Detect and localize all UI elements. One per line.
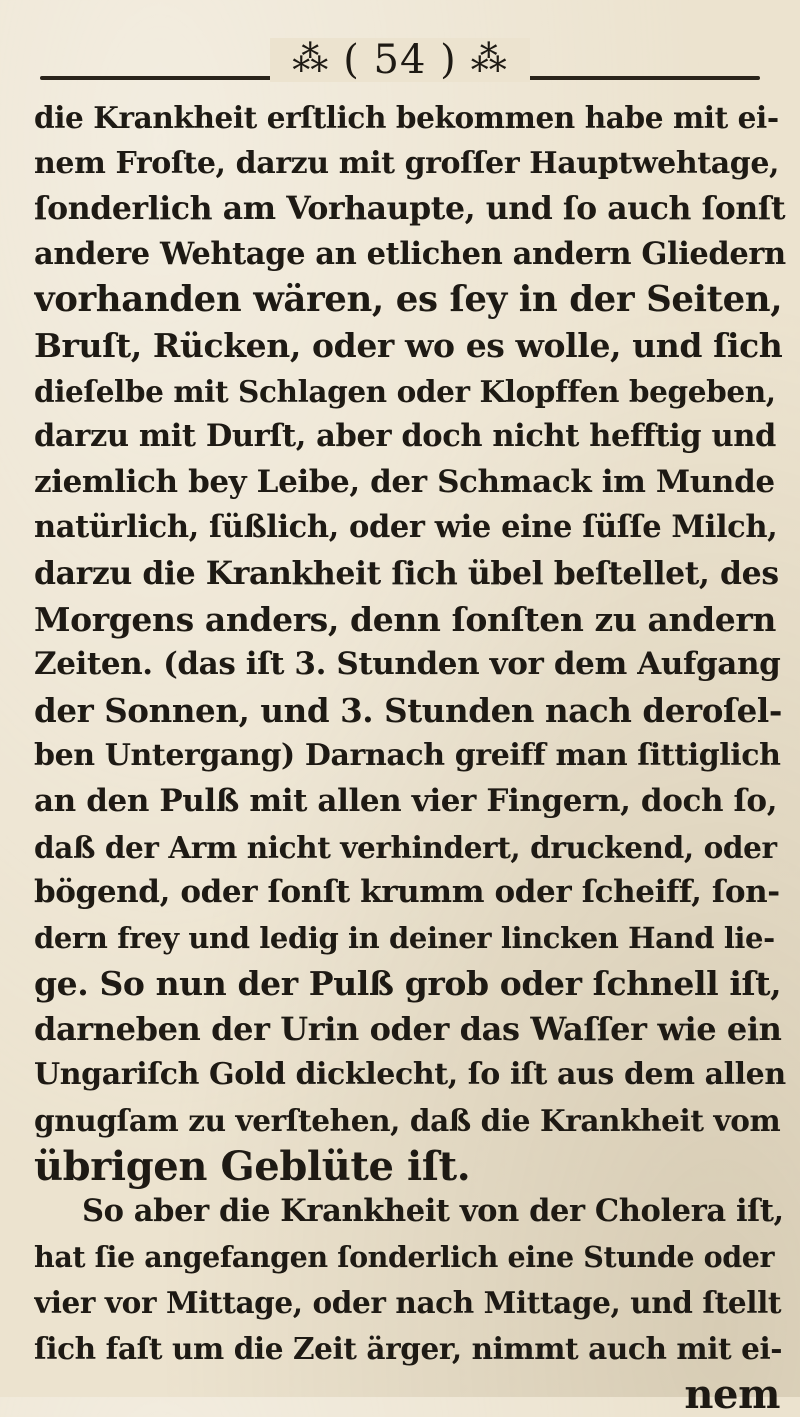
text-line: übrigen Geblüte iſt. [34,1143,471,1190]
text-line: daß der Arm nicht verhindert, druckend, oder [34,829,777,865]
text-line: vorhanden wären, es ſey in der Seiten, [34,279,783,321]
text-line: darzu die Krankheit ſich übel beſtellet, des [34,554,779,592]
text-line: ben Untergang) Darnach greiff man ſittiglich [34,738,781,774]
text-line: bögend, oder ſonſt krumm oder ſcheiff, ſon- [34,874,780,911]
header-label [0,38,800,82]
text-line: gnugſam zu verſtehen, daß die Krankheit vom [34,1103,781,1139]
text-line: der Sonnen, und 3. Stunden nach deroſel- [34,690,782,730]
page-header [0,38,800,88]
body-text [34,95,786,1417]
text-line: nem Froſte, darzu mit groſſer Hauptwehtage, [34,145,780,181]
text-line: die Krankheit erſtlich bekommen habe mit ei- [34,100,779,135]
text-line: ziemlich bey Leibe, der Schmack im Munde [34,463,775,500]
text-line: natürlich, ſüßlich, oder wie eine ſüſſe Milch, [34,509,778,546]
text-line: darzu mit Durſt, aber doch nicht hefftig und [34,418,776,455]
text-line: ge. So nun der Pulß grob oder ſchnell iſt, [34,964,782,1004]
text-line: ſich faſt um die Zeit ärger, nimmt auch mit ei- [34,1331,783,1367]
text-line: Morgens anders, denn ſonſten zu andern [34,599,776,639]
text-line: Zeiten. (das iſt 3. Stunden vor dem Aufgang [34,646,781,683]
text-line: an den Pulß mit allen vier Fingern, doch ſo, [34,782,778,819]
text-line: dern frey und ledig in deiner lincken Hand lie- [34,920,775,955]
text-line: Ungariſch Gold dicklecht, ſo iſt aus dem allen [34,1057,786,1093]
ornament-right-icon: ⁂ [470,39,508,80]
text-line: ſonderlich am Vorhaupte, und ſo auch ſonſt [34,190,786,228]
text-line: Bruſt, Rücken, oder wo es wolle, und ſich [34,325,783,365]
paragraph-start-line: So aber die Krankheit von der Cholera iſt, [82,1193,784,1230]
catchword: nem [684,1371,780,1417]
text-line: andere Wehtage an etlichen andern Gliedern [34,235,786,272]
ornament-left-icon: ⁂ [292,39,330,80]
text-line: dieſelbe mit Schlagen oder Klopffen begeben, [34,373,776,409]
text-line: hat ſie angefangen ſonderlich eine Stunde oder [34,1239,775,1274]
page-number: ( 54 ) [343,37,457,83]
text-line: vier vor Mittage, oder nach Mittage, und ſtellt [34,1285,782,1321]
text-line: darneben der Urin oder das Waſſer wie ein [34,1009,782,1048]
